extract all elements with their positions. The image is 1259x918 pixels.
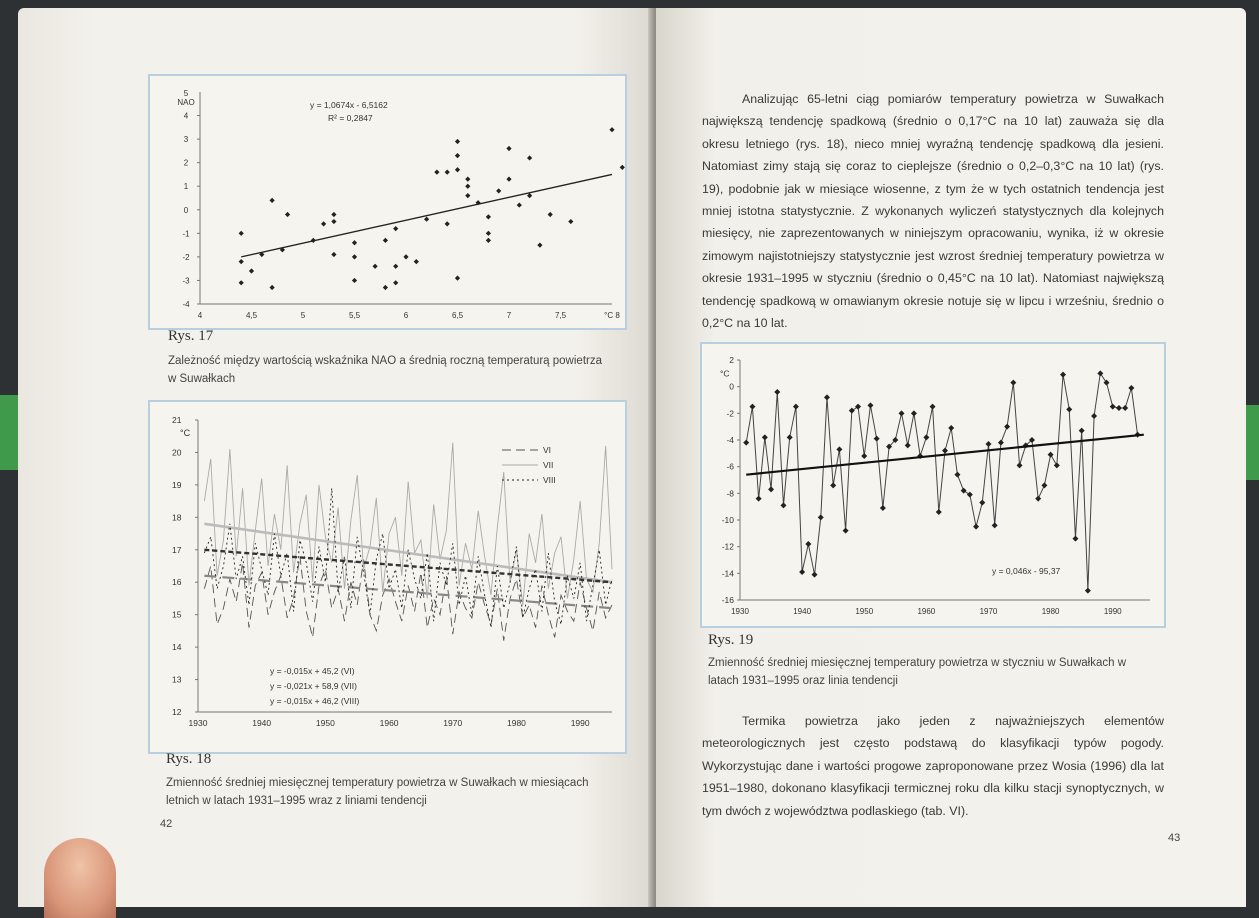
regression-equation: y = 1,0674x - 6,5162	[310, 100, 388, 110]
data-point	[517, 202, 522, 207]
y-axis-tick: 1	[183, 182, 189, 192]
data-point	[1054, 462, 1060, 468]
data-point	[537, 243, 542, 248]
x-axis-tick: 1960	[917, 607, 936, 616]
left-page	[18, 8, 653, 907]
data-point	[506, 177, 511, 182]
data-point	[973, 524, 979, 530]
data-point	[1128, 385, 1134, 391]
x-axis-tick: 7,5	[554, 311, 567, 320]
legend-label: VIII	[543, 475, 556, 485]
figure-18-caption: Zmienność średniej miesięcznej temperatury powietrza w Suwałkach w miesiącach letnich w latach 1931–1995 wraz z liniami tendencji	[166, 777, 589, 807]
x-axis-tick: 1950	[315, 718, 335, 728]
y-axis-tick: 2	[729, 355, 734, 365]
data-point	[373, 264, 378, 269]
data-point	[1010, 380, 1016, 386]
data-point	[434, 169, 439, 174]
data-point	[954, 472, 960, 478]
data-point	[1091, 413, 1097, 419]
y-axis-tick: -6	[726, 461, 734, 472]
equation-vii: y = -0,021x + 58,9 (VII)	[270, 681, 357, 691]
paragraph-trends: Analizując 65-letni ciąg pomiarów temperatury powietrza w Suwałkach największą tendencję spadkową (średnio o 0,17°C na 10 lat) zauważa się dla okresu letniego (rys. 18), nieco mniej wyraźną tendencję spadkową dla jesieni. Natomiast zimy stają się coraz to cieplejsze (średnio o 0,2–0,3°C na 10 lat) (rys. 19), podobnie jak w miesiące wiosenne, z tym że w tych ostatnich tendencja jest mniej istotna statystycznie. Z wykonanych wyliczeń statystycznych dla kolejnych miesięcy, nie zaprezentowanych w niniejszym opracowaniu, wynika, iż w okresie zimowym najistotniejszy statystycznie jest wzrost średniej temperatury powietrza w okresie 1931–1995 w styczniu (średnio o 0,45°C na 10 lat). Natomiast największą tendencję spadkową w omawianym okresie notuje się w lipcu i wrześniu, średnio o 0,2°C na 10 lat.	[702, 92, 1164, 331]
summer-temperature-chart	[150, 402, 625, 752]
data-point	[414, 259, 419, 264]
data-point	[805, 541, 811, 547]
data-point	[899, 410, 905, 416]
data-point	[506, 146, 511, 151]
y-axis-unit: °C	[180, 428, 191, 438]
x-axis-tick: 7	[506, 311, 512, 320]
data-point	[1097, 370, 1103, 376]
data-point	[849, 408, 855, 414]
y-axis-tick: 13	[172, 674, 182, 685]
data-point	[403, 254, 408, 259]
x-axis-tick: 5	[300, 311, 306, 320]
y-axis-tick: 4	[183, 111, 189, 121]
data-point	[930, 404, 936, 410]
data-point	[1104, 380, 1110, 386]
x-axis-tick: 4	[197, 311, 203, 320]
data-point	[855, 404, 861, 410]
data-point	[836, 446, 842, 452]
data-point	[383, 238, 388, 243]
data-point	[942, 448, 948, 454]
x-axis-tick: 1970	[443, 718, 463, 728]
legend-label: VI	[543, 445, 552, 455]
y-axis-tick: -2	[182, 252, 190, 262]
trend-line	[746, 435, 1144, 475]
data-point	[352, 240, 357, 245]
data-point	[1116, 405, 1122, 411]
thumb	[44, 838, 116, 918]
data-point	[998, 440, 1004, 446]
y-axis-tick: 18	[172, 512, 182, 523]
y-axis-label: NAO	[177, 98, 195, 107]
background-tile	[1246, 405, 1259, 480]
r-squared: R² = 0,2847	[328, 113, 373, 123]
x-axis-tick: °C 8	[604, 311, 620, 320]
figure-18-label: Rys. 18	[166, 751, 212, 767]
data-point	[568, 219, 573, 224]
y-axis-tick: 17	[172, 544, 182, 555]
trend-line-vi	[204, 576, 612, 608]
y-axis-tick: -3	[182, 276, 190, 286]
x-axis-tick: 1980	[507, 718, 526, 728]
data-point	[874, 436, 880, 442]
data-point	[749, 404, 755, 410]
data-point	[239, 280, 244, 285]
x-axis-tick: 1940	[252, 718, 272, 728]
data-point	[424, 217, 429, 222]
data-point	[249, 268, 254, 273]
data-point	[799, 569, 805, 575]
series-line-viii	[204, 488, 612, 628]
y-axis-tick: 12	[172, 707, 182, 717]
data-point	[961, 488, 967, 494]
data-point	[239, 231, 244, 236]
data-point	[1122, 405, 1128, 411]
data-point	[762, 434, 768, 440]
y-axis-tick: -16	[721, 595, 734, 605]
data-point	[1079, 428, 1085, 434]
data-point	[818, 514, 824, 520]
y-axis-tick: 5	[183, 89, 189, 98]
right-page	[656, 8, 1246, 907]
y-axis-tick: 3	[183, 135, 189, 145]
data-point	[486, 231, 491, 236]
background-tile	[0, 395, 18, 470]
data-point	[1066, 406, 1072, 412]
data-point	[992, 522, 998, 528]
data-point	[455, 153, 460, 158]
january-series-line	[746, 373, 1137, 590]
data-point	[445, 221, 450, 226]
data-point	[843, 528, 849, 534]
data-point	[1060, 372, 1066, 378]
y-axis-tick: 21	[172, 415, 182, 425]
y-axis-tick: -4	[726, 435, 734, 445]
x-axis-tick: 1960	[379, 718, 399, 728]
data-point	[1085, 588, 1091, 594]
y-axis-tick: -10	[721, 515, 734, 525]
data-point	[393, 280, 398, 285]
figure-19-label: Rys. 19	[708, 632, 754, 648]
y-axis-tick: 2	[183, 158, 189, 168]
x-axis-tick: 1940	[793, 607, 812, 616]
data-point	[331, 219, 336, 224]
data-point	[620, 165, 625, 170]
figure-17-chart	[148, 74, 627, 330]
trend-line	[241, 174, 612, 256]
data-point	[880, 505, 886, 511]
y-axis-tick: -2	[726, 408, 734, 419]
figure-19-caption: Zmienność średniej miesięcznej temperatury powietrza w styczniu w Suwałkach w latach 1931–1995 oraz linia tendencji	[708, 657, 1126, 687]
x-axis-tick: 5,5	[348, 311, 361, 320]
y-axis-tick: 14	[172, 642, 182, 653]
data-point	[285, 212, 290, 217]
x-axis-tick: 6	[403, 311, 409, 320]
y-axis-tick: -14	[721, 568, 734, 579]
data-point	[967, 492, 973, 498]
scatter-plot-nao	[150, 76, 625, 328]
data-point	[455, 139, 460, 144]
data-point	[321, 221, 326, 226]
x-axis-tick: 6,5	[451, 311, 464, 320]
data-point	[496, 188, 501, 193]
y-axis-unit: °C	[720, 368, 730, 379]
data-point	[780, 502, 786, 508]
legend-label: VII	[543, 460, 554, 470]
january-temperature-chart	[702, 344, 1164, 626]
data-point	[861, 453, 867, 459]
figure-17-label: Rys. 17	[168, 328, 214, 344]
y-axis-tick: 19	[172, 479, 182, 490]
data-point	[527, 155, 532, 160]
open-book	[18, 8, 1246, 907]
data-point	[1072, 536, 1078, 542]
data-point	[486, 214, 491, 219]
x-axis-tick: 4,5	[245, 311, 258, 320]
data-point	[793, 404, 799, 410]
data-point	[867, 402, 873, 408]
y-axis-tick: 16	[172, 577, 182, 588]
data-point	[756, 496, 762, 502]
data-point	[824, 394, 830, 400]
data-point	[1110, 404, 1116, 410]
y-axis-tick: 15	[172, 609, 182, 620]
data-point	[1041, 482, 1047, 488]
data-point	[985, 441, 991, 447]
equation-vi: y = -0,015x + 45,2 (VI)	[270, 666, 355, 676]
data-point	[486, 238, 491, 243]
data-point	[812, 572, 818, 578]
data-point	[331, 212, 336, 217]
page-number-right: 43	[1168, 832, 1181, 844]
data-point	[743, 440, 749, 446]
data-point	[465, 177, 470, 182]
y-axis-tick: -1	[182, 229, 190, 239]
data-point	[1035, 496, 1041, 502]
regression-equation: y = 0,046x - 95,37	[992, 566, 1061, 576]
y-axis-tick: -12	[721, 541, 734, 552]
figure-17-caption: Zależność między wartością wskaźnika NAO a średnią roczną temperaturą powietrza w Suwałkach	[168, 355, 602, 385]
data-point	[774, 389, 780, 395]
x-axis-tick: 1950	[855, 607, 874, 616]
x-axis-tick: 1990	[1103, 607, 1122, 616]
data-point	[352, 254, 357, 259]
data-point	[830, 482, 836, 488]
data-point	[787, 434, 793, 440]
data-point	[948, 425, 954, 431]
data-point	[383, 285, 388, 290]
data-point	[445, 169, 450, 174]
figure-18-chart	[148, 400, 627, 754]
x-axis-tick: 1930	[731, 607, 749, 616]
y-axis-tick: 20	[172, 447, 182, 458]
data-point	[923, 434, 929, 440]
data-point	[465, 184, 470, 189]
y-axis-tick: 0	[183, 205, 189, 215]
data-point	[911, 410, 917, 416]
data-point	[979, 500, 985, 506]
y-axis-tick: -4	[182, 300, 190, 309]
y-axis-tick: -8	[726, 488, 734, 499]
data-point	[1048, 452, 1054, 458]
trend-line-viii	[204, 550, 612, 582]
data-point	[465, 193, 470, 198]
data-point	[768, 486, 774, 492]
equation-viii: y = -0,015x + 46,2 (VIII)	[270, 696, 360, 706]
y-axis-tick: 0	[729, 381, 734, 392]
x-axis-tick: 1930	[188, 718, 208, 728]
data-point	[352, 278, 357, 283]
data-point	[270, 198, 275, 203]
data-point	[270, 285, 275, 290]
data-point	[1004, 424, 1010, 430]
data-point	[905, 442, 911, 448]
x-axis-tick: 1990	[570, 718, 590, 728]
figure-19-chart	[700, 342, 1166, 628]
data-point	[455, 167, 460, 172]
data-point	[609, 127, 614, 132]
x-axis-tick: 1980	[1041, 607, 1060, 616]
data-point	[936, 509, 942, 515]
data-point	[331, 252, 336, 257]
page-number-left: 42	[160, 818, 173, 830]
series-line-vi	[204, 556, 612, 640]
data-point	[393, 226, 398, 231]
data-point	[548, 212, 553, 217]
data-point	[393, 264, 398, 269]
x-axis-tick: 1970	[979, 607, 998, 616]
data-point	[239, 259, 244, 264]
data-point	[455, 275, 460, 280]
paragraph-classification: Termika powietrza jako jeden z najważniejszych elementów meteorologicznych jest często podstawą do klasyfikacji typów pogody. Wykorzystując dane i wartości progowe zaproponowane przez Wosia (1996) dla lat 1951–1980, dokonano klasyfikacji termicznej roku dla kilku stacji synoptycznych, w tym dwóch z województwa podlaskiego (tab. VI).	[702, 714, 1164, 818]
data-point	[1017, 462, 1023, 468]
